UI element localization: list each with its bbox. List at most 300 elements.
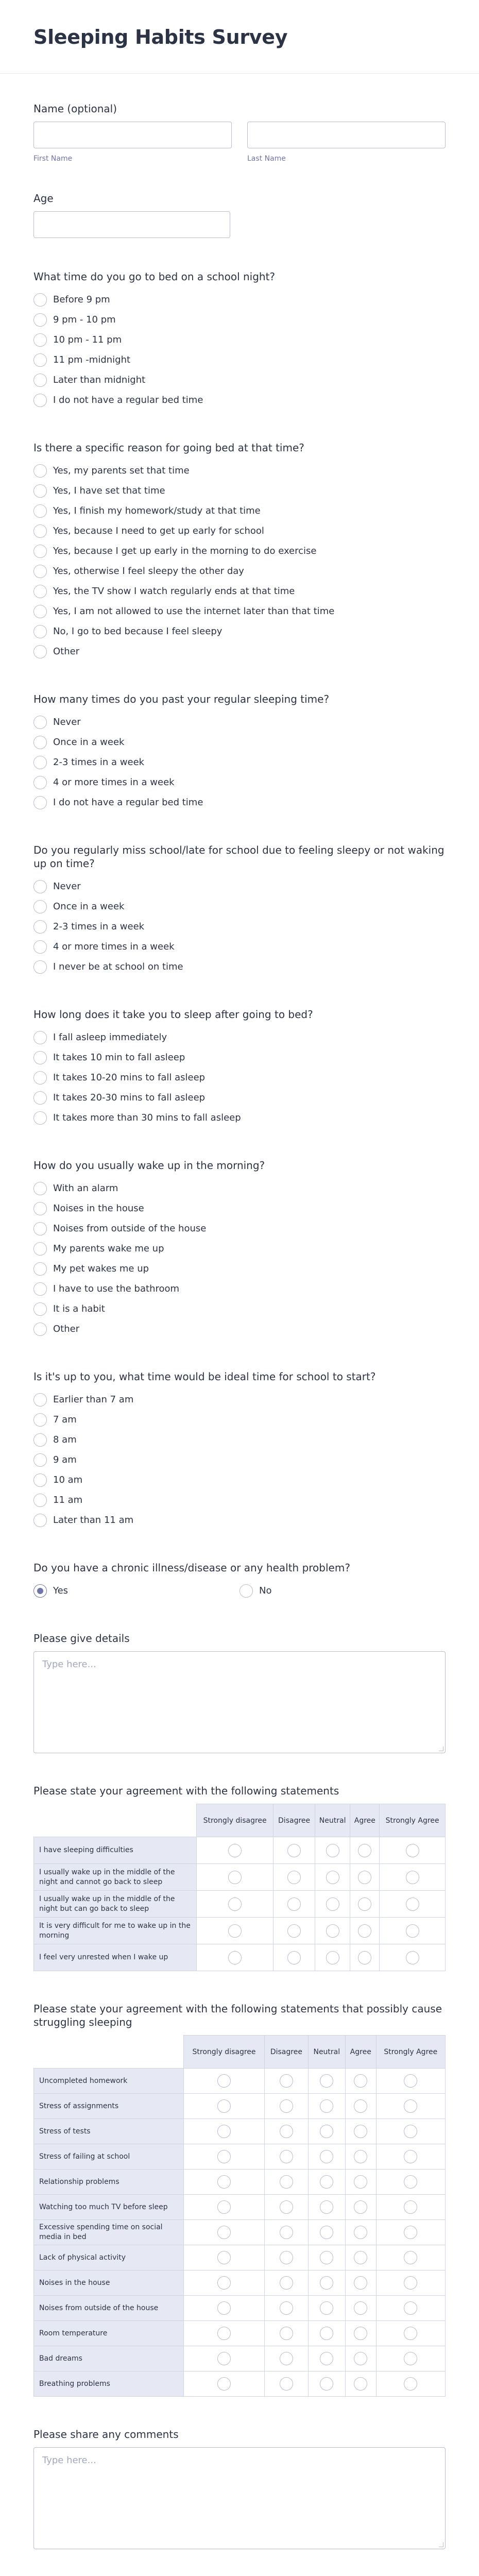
radio-button[interactable] [33, 313, 47, 327]
radio-option-label: My parents wake me up [53, 1243, 164, 1254]
matrix-cell [380, 1864, 446, 1891]
matrix-cell [184, 2094, 265, 2119]
radio-button[interactable] [33, 1282, 47, 1296]
matrix-radio-button[interactable] [320, 2352, 333, 2365]
matrix-row-label: Breathing problems [34, 2371, 184, 2397]
matrix-radio-button[interactable] [280, 2074, 293, 2088]
radio-option[interactable] [33, 621, 446, 641]
matrix-cell [308, 2195, 345, 2220]
radio-option[interactable] [33, 601, 446, 621]
radio-button[interactable] [33, 1182, 47, 1195]
matrix-cell [376, 2245, 445, 2270]
first-name-sublabel: First Name [33, 155, 73, 163]
matrix-radio-button[interactable] [354, 2099, 367, 2113]
matrix-radio-button[interactable] [217, 2074, 231, 2088]
matrix-radio-button[interactable] [320, 2125, 333, 2138]
radio-option[interactable] [33, 461, 446, 481]
radio-group [33, 712, 446, 812]
matrix-radio-button[interactable] [404, 2276, 417, 2290]
matrix-cell [308, 2270, 345, 2296]
radio-option-label: It takes more than 30 mins to fall asleep [53, 1112, 241, 1123]
radio-button[interactable] [33, 645, 47, 658]
matrix-cell [184, 2346, 265, 2371]
matrix-radio-button[interactable] [354, 2377, 367, 2391]
radio-button[interactable] [33, 900, 47, 913]
radio-option[interactable] [33, 1178, 446, 1198]
matrix-radio-button[interactable] [406, 1897, 419, 1911]
radio-option[interactable] [33, 1510, 446, 1530]
matrix-cell [184, 2220, 265, 2245]
matrix-radio-button[interactable] [358, 1871, 371, 1884]
matrix-radio-button[interactable] [280, 2099, 293, 2113]
radio-option[interactable] [239, 1581, 446, 1601]
matrix-cell [315, 1864, 350, 1891]
matrix-radio-button[interactable] [404, 2327, 417, 2340]
radio-option-label: My pet wakes me up [53, 1263, 149, 1274]
radio-option[interactable] [33, 1410, 446, 1430]
matrix-cell [265, 2220, 309, 2245]
radio-option[interactable] [33, 1067, 446, 1088]
radio-option[interactable] [33, 581, 446, 601]
radio-button[interactable] [33, 1323, 47, 1336]
matrix-cell [308, 2119, 345, 2144]
matrix-radio-button[interactable] [406, 1871, 419, 1884]
matrix-radio-button[interactable] [320, 2175, 333, 2189]
matrix-radio-button[interactable] [217, 2226, 231, 2239]
matrix-radio-button[interactable] [354, 2301, 367, 2315]
question-label: What time do you go to bed on a school night? [33, 270, 276, 283]
question-bedtime [0, 270, 479, 410]
matrix-cell [345, 2245, 376, 2270]
radio-option[interactable] [33, 1581, 239, 1601]
matrix-row [34, 2220, 446, 2245]
matrix-cell [308, 2069, 345, 2094]
radio-button[interactable] [33, 293, 47, 307]
matrix-radio-button[interactable] [326, 1924, 339, 1938]
matrix-radio-button[interactable] [358, 1844, 371, 1857]
radio-group [33, 290, 446, 410]
matrix-cell [380, 1891, 446, 1918]
matrix-radio-button[interactable] [326, 1844, 339, 1857]
radio-option[interactable] [33, 641, 446, 662]
comments-field [0, 2428, 479, 2549]
matrix-radio-button[interactable] [354, 2200, 367, 2214]
radio-option-label: Never [53, 717, 81, 727]
matrix-cell [376, 2144, 445, 2170]
matrix-cell [345, 2296, 376, 2321]
radio-button[interactable] [33, 1393, 47, 1406]
matrix-radio-button[interactable] [217, 2276, 231, 2290]
matrix-radio-button[interactable] [280, 2200, 293, 2214]
matrix-cell [273, 1918, 315, 1944]
matrix-label: Please state your agreement with the following statements [33, 1785, 339, 1797]
matrix-cell [308, 2220, 345, 2245]
radio-option[interactable] [33, 1319, 446, 1339]
matrix-cell [350, 1864, 380, 1891]
radio-group [33, 1389, 446, 1530]
matrix-row [34, 2094, 446, 2119]
radio-option[interactable] [33, 1259, 446, 1279]
radio-option[interactable] [33, 290, 446, 310]
radio-button[interactable] [33, 1091, 47, 1105]
radio-button[interactable] [33, 1514, 47, 1527]
matrix-radio-button[interactable] [280, 2251, 293, 2264]
matrix-radio-button[interactable] [320, 2327, 333, 2340]
radio-button[interactable] [33, 1453, 47, 1467]
matrix-cell [345, 2069, 376, 2094]
radio-button[interactable] [33, 1051, 47, 1064]
radio-option[interactable] [33, 876, 446, 896]
matrix-cell [265, 2346, 309, 2371]
matrix-radio-button[interactable] [404, 2099, 417, 2113]
radio-option[interactable] [33, 712, 446, 732]
matrix-row-label: Noises in the house [34, 2270, 184, 2296]
radio-button[interactable] [33, 545, 47, 558]
matrix-radio-button[interactable] [354, 2074, 367, 2088]
matrix-radio-button[interactable] [228, 1871, 242, 1884]
radio-option[interactable] [33, 1027, 446, 1047]
question-wake-up [0, 1159, 479, 1339]
matrix-radio-button[interactable] [320, 2251, 333, 2264]
radio-button[interactable] [33, 394, 47, 407]
matrix-radio-button[interactable] [320, 2301, 333, 2315]
details-label: Please give details [33, 1632, 130, 1645]
details-field [0, 1632, 479, 1753]
matrix-radio-button[interactable] [217, 2352, 231, 2365]
matrix-radio-button[interactable] [354, 2276, 367, 2290]
matrix-cell [265, 2119, 309, 2144]
radio-option-label: Noises from outside of the house [53, 1223, 207, 1234]
radio-button[interactable] [33, 1433, 47, 1447]
matrix-cell [308, 2321, 345, 2346]
question-label: How long does it take you to sleep after going to bed? [33, 1008, 313, 1021]
radio-button[interactable] [33, 625, 47, 638]
matrix-radio-button[interactable] [354, 2175, 367, 2189]
radio-option[interactable] [33, 1450, 446, 1470]
matrix-row-label: Watching too much TV before sleep [34, 2195, 184, 2220]
matrix-cell [308, 2245, 345, 2270]
matrix-cell [376, 2170, 445, 2195]
comments-textarea[interactable]: Type here... [33, 2447, 446, 2549]
matrix-radio-button[interactable] [326, 1897, 339, 1911]
matrix-row [34, 1944, 446, 1971]
radio-option[interactable] [33, 370, 446, 390]
matrix-radio-button[interactable] [217, 2125, 231, 2138]
matrix-radio-button[interactable] [404, 2175, 417, 2189]
radio-option-label: I fall asleep immediately [53, 1032, 167, 1043]
matrix-radio-button[interactable] [358, 1924, 371, 1938]
matrix-cell [345, 2094, 376, 2119]
radio-button[interactable] [33, 1302, 47, 1316]
matrix-row [34, 2270, 446, 2296]
matrix-radio-button[interactable] [228, 1844, 242, 1857]
matrix-cell [184, 2119, 265, 2144]
matrix-radio-button[interactable] [280, 2276, 293, 2290]
matrix-cell [345, 2371, 376, 2397]
radio-button[interactable] [33, 716, 47, 729]
matrix-radio-button[interactable] [217, 2175, 231, 2189]
radio-group [33, 1581, 446, 1601]
radio-option[interactable] [33, 481, 446, 501]
radio-option[interactable] [33, 501, 446, 521]
radio-option[interactable] [33, 1490, 446, 1510]
matrix-radio-button[interactable] [404, 2377, 417, 2391]
radio-option[interactable] [33, 1299, 446, 1319]
radio-button[interactable] [33, 504, 47, 518]
matrix-radio-button[interactable] [320, 2074, 333, 2088]
radio-option[interactable] [33, 1430, 446, 1450]
matrix-row-label: I usually wake up in the middle of the night and cannot go back to sleep [34, 1864, 197, 1891]
radio-option-label: Yes, because I need to get up early for school [53, 526, 264, 536]
radio-button[interactable] [33, 776, 47, 789]
matrix-radio-button[interactable] [404, 2251, 417, 2264]
matrix-radio-button[interactable] [358, 1897, 371, 1911]
matrix-radio-button[interactable] [320, 2150, 333, 2163]
radio-option-label: Yes, because I get up early in the morning to do exercise [53, 546, 317, 556]
radio-option-label: 10 pm - 11 pm [53, 334, 122, 345]
radio-option[interactable] [33, 1108, 446, 1128]
radio-option-label: Other [53, 646, 80, 657]
radio-option[interactable] [33, 1198, 446, 1218]
matrix-radio-button[interactable] [354, 2352, 367, 2365]
radio-button[interactable] [33, 1494, 47, 1507]
matrix-radio-button[interactable] [280, 2125, 293, 2138]
matrix-radio-button[interactable] [287, 1871, 301, 1884]
radio-button[interactable] [33, 585, 47, 598]
matrix-radio-button[interactable] [217, 2200, 231, 2214]
matrix-radio-button[interactable] [358, 1951, 371, 1964]
question-label: Is it's up to you, what time would be ideal time for school to start? [33, 1370, 376, 1383]
last-name-input[interactable] [247, 122, 446, 148]
matrix-radio-button[interactable] [280, 2301, 293, 2315]
matrix-radio-button[interactable] [217, 2099, 231, 2113]
matrix-cell [273, 1864, 315, 1891]
matrix-radio-button[interactable] [406, 1844, 419, 1857]
matrix-radio-button[interactable] [404, 2125, 417, 2138]
matrix-radio-button[interactable] [354, 2251, 367, 2264]
question-chronic-illness [0, 1561, 479, 1601]
matrix-radio-button[interactable] [406, 1924, 419, 1938]
radio-button[interactable] [33, 565, 47, 578]
radio-button[interactable] [33, 736, 47, 749]
matrix-radio-button[interactable] [280, 2226, 293, 2239]
radio-button[interactable] [33, 960, 47, 974]
matrix-radio-button[interactable] [287, 1951, 301, 1964]
radio-option[interactable] [33, 1470, 446, 1490]
matrix-radio-button[interactable] [354, 2150, 367, 2163]
matrix-radio-button[interactable] [354, 2226, 367, 2239]
question-past-bedtime [0, 692, 479, 812]
radio-group [33, 1027, 446, 1128]
radio-option-label: Yes, I have set that time [53, 485, 165, 496]
radio-option[interactable] [33, 521, 446, 541]
matrix-radio-button[interactable] [404, 2150, 417, 2163]
radio-option[interactable] [33, 1088, 446, 1108]
radio-option[interactable] [33, 917, 446, 937]
last-name-sublabel: Last Name [247, 155, 286, 163]
matrix-radio-button[interactable] [320, 2226, 333, 2239]
matrix-cell [315, 1891, 350, 1918]
radio-option[interactable] [33, 752, 446, 772]
matrix-radio-button[interactable] [228, 1924, 242, 1938]
matrix-row-label: I feel very unrested when I wake up [34, 1944, 197, 1971]
radio-option[interactable] [33, 310, 446, 330]
radio-button[interactable] [33, 484, 47, 498]
radio-option[interactable] [33, 1279, 446, 1299]
matrix-cell [184, 2371, 265, 2397]
radio-button[interactable] [33, 940, 47, 954]
matrix-row [34, 2296, 446, 2321]
matrix-radio-button[interactable] [280, 2175, 293, 2189]
question-label: Do you regularly miss school/late for school due to feeling sleepy or not waking up on time? [33, 844, 444, 870]
matrix-column-header: Neutral [308, 2036, 345, 2069]
matrix-radio-button[interactable] [404, 2226, 417, 2239]
radio-button[interactable] [33, 1202, 47, 1215]
matrix-radio-button[interactable] [217, 2327, 231, 2340]
matrix-radio-button[interactable] [404, 2352, 417, 2365]
matrix-radio-button[interactable] [280, 2377, 293, 2391]
matrix-cell [197, 1864, 273, 1891]
radio-option[interactable] [33, 957, 446, 977]
matrix-row-label: Relationship problems [34, 2170, 184, 2195]
radio-button[interactable] [33, 1222, 47, 1235]
matrix-radio-button[interactable] [406, 1951, 419, 1964]
matrix-row [34, 1891, 446, 1918]
matrix-radio-button[interactable] [326, 1871, 339, 1884]
matrix-cell [265, 2270, 309, 2296]
matrix-cell [350, 1891, 380, 1918]
age-input[interactable] [33, 211, 230, 238]
matrix-radio-button[interactable] [217, 2301, 231, 2315]
matrix-radio-button[interactable] [404, 2074, 417, 2088]
radio-option-label: 11 pm -midnight [53, 354, 131, 365]
radio-button[interactable] [33, 880, 47, 893]
comments-label: Please share any comments [33, 2428, 179, 2441]
matrix-radio-button[interactable] [320, 2377, 333, 2391]
radio-option-label: Yes, the TV show I watch regularly ends at that time [53, 586, 295, 597]
radio-option[interactable] [33, 1218, 446, 1239]
matrix-radio-button[interactable] [404, 2301, 417, 2315]
radio-option-label: Noises in the house [53, 1203, 144, 1214]
matrix-radio-button[interactable] [320, 2276, 333, 2290]
radio-option-label: I do not have a regular bed time [53, 797, 203, 808]
radio-button[interactable] [33, 1242, 47, 1256]
radio-button[interactable] [33, 464, 47, 478]
question-label: How many times do you past your regular sleeping time? [33, 693, 330, 705]
matrix-radio-button[interactable] [287, 1844, 301, 1857]
matrix-row [34, 2069, 446, 2094]
radio-option-label: I do not have a regular bed time [53, 395, 203, 405]
matrix-radio-button[interactable] [320, 2200, 333, 2214]
matrix-radio-button[interactable] [287, 1924, 301, 1938]
matrix-cell [184, 2170, 265, 2195]
matrix-radio-button[interactable] [287, 1897, 301, 1911]
radio-button[interactable] [33, 920, 47, 934]
matrix-radio-button[interactable] [326, 1951, 339, 1964]
radio-option[interactable] [33, 390, 446, 410]
radio-button[interactable] [33, 1413, 47, 1427]
radio-option[interactable] [33, 1239, 446, 1259]
radio-button[interactable] [33, 374, 47, 387]
matrix-cell [197, 1837, 273, 1864]
matrix-radio-button[interactable] [228, 1951, 242, 1964]
matrix-radio-button[interactable] [280, 2327, 293, 2340]
radio-button[interactable] [33, 1584, 47, 1598]
matrix-radio-button[interactable] [217, 2150, 231, 2163]
radio-option-label: 4 or more times in a week [53, 941, 175, 952]
matrix-radio-button[interactable] [320, 2099, 333, 2113]
matrix-column-header: Disagree [265, 2036, 309, 2069]
matrix-radio-button[interactable] [228, 1897, 242, 1911]
radio-option[interactable] [33, 330, 446, 350]
radio-button[interactable] [33, 605, 47, 618]
matrix-column-header: Disagree [273, 1804, 315, 1837]
radio-option[interactable] [33, 561, 446, 581]
matrix-cell [345, 2144, 376, 2170]
matrix-cell [265, 2245, 309, 2270]
matrix-radio-button[interactable] [280, 2150, 293, 2163]
matrix-row-label: Stress of assignments [34, 2094, 184, 2119]
matrix-row-label: Stress of tests [34, 2119, 184, 2144]
radio-option[interactable] [33, 937, 446, 957]
radio-option-label: With an alarm [53, 1183, 118, 1194]
matrix-cell [315, 1918, 350, 1944]
matrix-radio-button[interactable] [280, 2352, 293, 2365]
matrix-row [34, 2245, 446, 2270]
radio-option-label: 9 pm - 10 pm [53, 314, 116, 325]
matrix-cell [380, 1944, 446, 1971]
radio-button[interactable] [33, 333, 47, 347]
radio-option-label: It takes 20-30 mins to fall asleep [53, 1092, 206, 1103]
radio-button[interactable] [33, 524, 47, 538]
radio-option[interactable] [33, 772, 446, 792]
matrix-radio-button[interactable] [217, 2377, 231, 2391]
radio-button[interactable] [33, 796, 47, 809]
matrix-cell [184, 2069, 265, 2094]
matrix-corner [34, 2036, 184, 2069]
first-name-input[interactable] [33, 122, 232, 148]
matrix-cell [273, 1837, 315, 1864]
radio-button[interactable] [33, 756, 47, 769]
matrix-cell [273, 1944, 315, 1971]
question-miss-school [0, 843, 479, 977]
radio-option[interactable] [33, 350, 446, 370]
radio-option[interactable] [33, 792, 446, 812]
matrix-column-header: Agree [345, 2036, 376, 2069]
matrix-row-label: Stress of failing at school [34, 2144, 184, 2170]
matrix-radio-button[interactable] [217, 2251, 231, 2264]
radio-option[interactable] [33, 732, 446, 752]
radio-option[interactable] [33, 896, 446, 917]
matrix-radio-button[interactable] [354, 2125, 367, 2138]
radio-button[interactable] [33, 1473, 47, 1487]
radio-option-label: No [259, 1585, 272, 1596]
radio-option[interactable] [33, 541, 446, 561]
radio-button[interactable] [239, 1584, 253, 1598]
matrix-radio-button[interactable] [404, 2200, 417, 2214]
matrix-row [34, 1864, 446, 1891]
matrix-row-label: I have sleeping difficulties [34, 1837, 197, 1864]
radio-option[interactable] [33, 1389, 446, 1410]
radio-button[interactable] [33, 353, 47, 367]
radio-option[interactable] [33, 1047, 446, 1067]
matrix-radio-button[interactable] [354, 2327, 367, 2340]
details-textarea[interactable]: Type here... [33, 1651, 446, 1753]
radio-button[interactable] [33, 1262, 47, 1276]
radio-button[interactable] [33, 1111, 47, 1125]
radio-button[interactable] [33, 1071, 47, 1084]
radio-button[interactable] [33, 1031, 47, 1044]
